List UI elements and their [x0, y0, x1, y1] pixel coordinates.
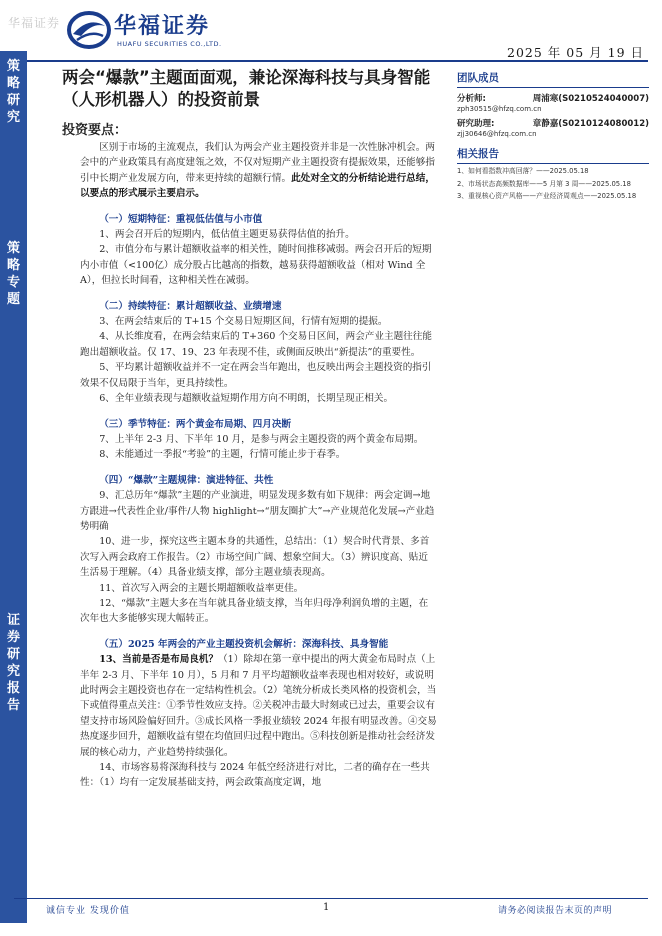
- header-divider: [14, 60, 648, 62]
- paragraph: 3、在两会结束后的 T+15 个交易日短期区间，行情有短期的提振。: [99, 316, 388, 328]
- intro-paragraph: 区别于市场的主流观点，我们认为两会产业主题投资并非是一次性脉冲机会。两会中的产业政策具有高度建瓴之效，不仅对短期产业主题投资有提振效果，还能够指引中长期产业发展方向，带来更持续的超额行情。此处对全文的分析结论进行总结，以要点的形式展示主要启示。: [80, 142, 435, 200]
- member-email[interactable]: zph30515@hfzq.com.cn: [457, 105, 542, 113]
- report-title: 两会“爆款”主题面面观，兼论深海科技与具身智能（人形机器人）的投资前景: [62, 68, 431, 109]
- related-report-link[interactable]: 1、如何看指数冲高回落？——2025.05.18: [457, 167, 589, 175]
- section-heading-3: （三）季节特征：两个黄金布局期、四月决断: [99, 418, 292, 430]
- team-member: [457, 117, 649, 138]
- left-side-bar: [0, 51, 27, 923]
- member-name: 章静嘉(S0210124080012): [532, 119, 649, 129]
- paragraph-14: 14、市场容易将深海科技与 2024 年低空经济进行对比，二者的确存在一些共性：（1）均有一定发展基础支持，两会政策高度定调，地: [80, 762, 430, 789]
- footer-slogan: 诚信专业 发现价值: [46, 906, 130, 916]
- footer-divider: [14, 898, 648, 899]
- member-role: 分析师:: [457, 94, 486, 104]
- company-logo: [67, 6, 237, 54]
- logo-english-name: HUAFU SECURITIES CO.,LTD.: [117, 40, 222, 48]
- paragraph: 9、汇总历年“爆款”主题的产业演进，明显发现多数有如下规律：两会定调→地方跟进→代表性企业/事件/人物 highlight→“朋友圈扩大”→产业规范化发展→产业趋势明确: [80, 490, 435, 532]
- side-label-strategy-topic: 策 略 专 题: [6, 241, 20, 307]
- section-heading-4: （四）“爆款”主题规律：演进特征、共性: [99, 474, 274, 486]
- team-member: [457, 92, 649, 113]
- paragraph: 1、两会召开后的短期内，低估值主题更易获得估值的抬升。: [99, 229, 355, 241]
- member-role: 研究助理:: [457, 119, 495, 129]
- related-report-link[interactable]: 3、重视核心资产风格——产业经济周观点——2025.05.18: [457, 192, 637, 200]
- related-reports-heading: 相关报告: [457, 146, 649, 164]
- side-label-securities-report: 证 券 研 究 报 告: [6, 613, 20, 713]
- team-heading: 团队成员: [457, 70, 649, 88]
- watermark: 华福证券: [8, 16, 61, 30]
- paragraph: 8、未能通过一季报“考验”的主题，行情可能止步于春季。: [99, 449, 346, 461]
- member-email[interactable]: zjj30646@hfzq.com.cn: [457, 130, 537, 138]
- page-number: 1: [323, 902, 330, 913]
- right-sidebar: [457, 70, 649, 202]
- report-date: 2025 年 05 月 19 日: [507, 45, 644, 60]
- paragraph: 7、上半年 2-3 月、下半年 10 月，是参与两会主题投资的两个黄金布局期。: [99, 433, 424, 445]
- paragraph: 5、平均累计超额收益并不一定在两会当年跑出，也反映出两会主题投资的指引效果不仅局限于当年，更具持续性。: [80, 362, 432, 389]
- paragraph: 2、市值分布与累计超额收益率的相关性，随时间推移减弱。两会召开后的短期内小市值（<100亿）成分股占比越高的指数，越易获得超额收益（相对 Wind 全 A），但拉长时间看，这种相关性在减弱。: [80, 244, 432, 287]
- key-points-heading: 投资要点：: [62, 123, 128, 138]
- report-body: [80, 140, 437, 791]
- section-heading-1: （一）短期特征：重视低估值与小市值: [99, 213, 263, 225]
- section-heading-5: （五）2025 年两会的产业主题投资机会解析：深海科技、具身智能: [99, 638, 389, 650]
- footer-disclaimer: 请务必阅读报告末页的声明: [497, 906, 612, 916]
- paragraph: 10、进一步，探究这些主题本身的共通性，总结出：（1）契合时代背景、多首次写入两会政府工作报告。（2）市场空间广阔、想象空间大。（3）辨识度高、贴近生活易于理解。（4）具备业绩支撑，部分主题业绩表现高。: [80, 536, 430, 579]
- member-name: 周浦寒(S0210524040007): [532, 94, 649, 104]
- paragraph: 4、从长维度看，在两会结束后的 T+360 个交易日区间，两会产业主题往往能跑出超额收益。仅 17、19、23 年表现不佳，或侧面反映出“新提法”的重要性。: [80, 331, 432, 358]
- paragraph: 11、首次写入两会的主题长期超额收益率更佳。: [99, 582, 304, 594]
- section-heading-2: （二）持续特征：累计超额收益、业绩增速: [99, 300, 282, 312]
- paragraph: 12、“爆款”主题大多在当年就具备业绩支撑，当年归母净利润负增的主题，在次年也大多能够实现大幅转正。: [80, 597, 429, 625]
- related-report-link[interactable]: 2、市场状态高频数据库——5 月第 3 周——2025.05.18: [457, 179, 631, 188]
- huafu-emblem-icon: [67, 10, 111, 50]
- paragraph: 6、全年业绩表现与超额收益短期作用方向不明朗，长期呈现正相关。: [99, 393, 394, 405]
- paragraph-13: 13、当前是否是布局良机？（1）除却在第一章中提出的两大黄金布局时点（上半年 2-3 月、下半年 10 月），5 月和 7 月平均超额收益率表现也相对较好，或说明此时两会主题投资也存在一定结构性机会。（2）笔统分析成长类风格的投资机会，当下或值得重点关注：①季节性效应支持。②关税冲击最大时刻或已过去，重要会议有望支持市场风险偏好回升。③成长风格一季报业绩较 2024 年报有明显改善。④交易热度逐步回升，超额收益有望在均值回归过程中跑出。⑤科技创新是推动社会经济发展的核心动力，产业趋势持续强化。: [80, 654, 437, 758]
- logo-chinese-name: 华福证券: [114, 14, 211, 39]
- side-label-strategy-research: 策 略 研 究: [6, 59, 20, 125]
